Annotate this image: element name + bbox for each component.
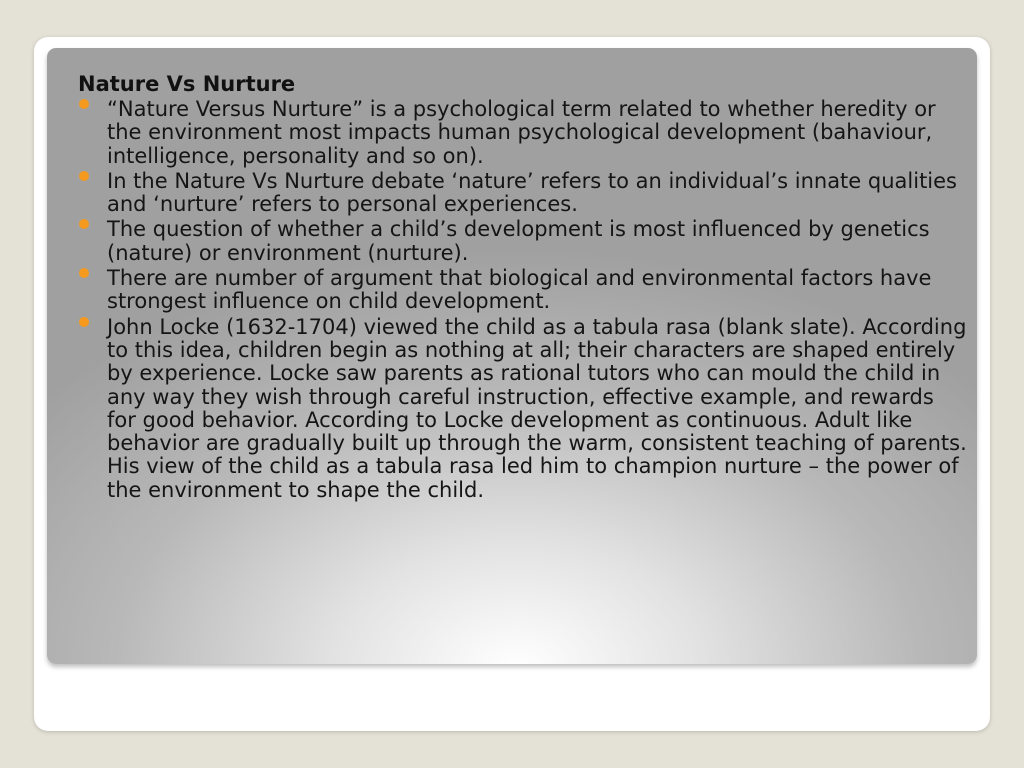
bullet-item <box>78 218 968 265</box>
bullet-dot-icon <box>79 268 89 278</box>
bullet-text: In the Nature Vs Nurture debate ‘nature’ refers to an individual’s innate qualities and ‘nurture’ refers to personal experiences. <box>107 168 957 217</box>
bullet-text: “Nature Versus Nurture” is a psychological term related to whether heredity or the environment most impacts human psychological development (bahaviour, intelligence, personality and so on). <box>107 97 936 168</box>
bullet-dot-icon <box>79 99 89 109</box>
bullet-text: John Locke (1632-1704) viewed the child as a tabula rasa (blank slate). According to this idea, children begin as nothing at all; their characters are shaped entirely by experience. Locke saw parents as rational tutors who can mould the child in any way they wish through careful instruction, effective example, and rewards for good behavior. According to Locke development as continuous. Adult like behavior are gradually built up through the warm, consistent teaching of parents. His view of the child as a tabula rasa led him to champion nurture – the power of the environment to shape the child. <box>107 314 967 502</box>
bullet-list <box>78 98 968 504</box>
bullet-text: The question of whether a child’s development is most influenced by genetics (nature) or environment (nurture). <box>107 217 930 265</box>
bullet-dot-icon <box>79 171 89 181</box>
bullet-item <box>78 170 968 217</box>
bullet-item <box>78 98 968 168</box>
slide-heading: Nature Vs Nurture <box>78 72 296 96</box>
bullet-item <box>78 267 968 314</box>
bullet-dot-icon <box>79 317 89 327</box>
bullet-item <box>78 316 968 502</box>
bullet-dot-icon <box>79 219 89 229</box>
bullet-text: There are number of argument that biological and environmental factors have strongest influence on child development. <box>107 266 932 314</box>
